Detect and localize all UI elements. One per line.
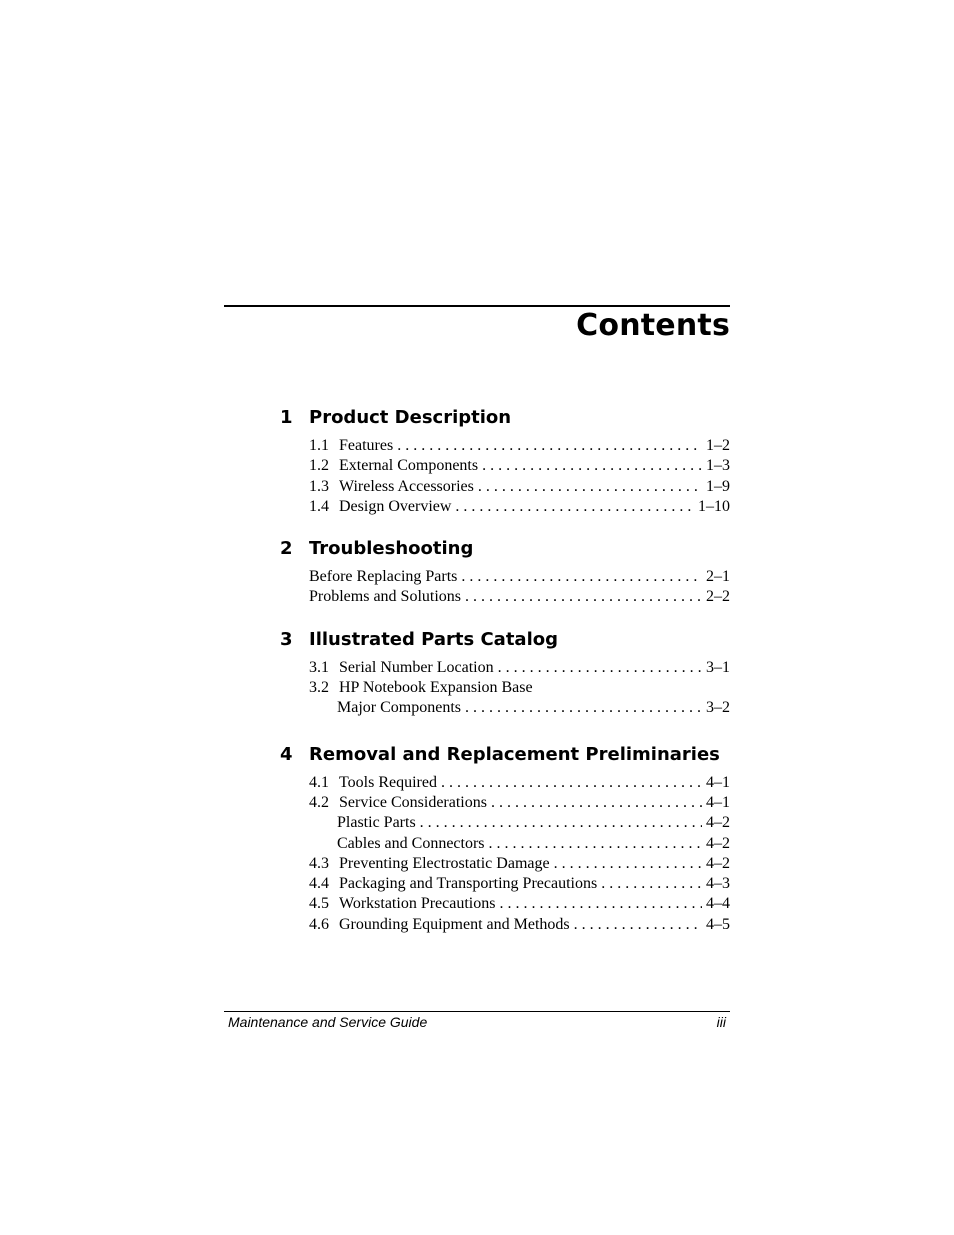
toc-entry[interactable] <box>309 567 730 587</box>
chapter-2 <box>280 535 730 608</box>
entry-number: 4.4 <box>309 875 329 893</box>
toc-entry[interactable] <box>309 497 730 517</box>
toc-entry[interactable] <box>309 915 730 935</box>
entry-list <box>280 436 730 517</box>
footer-guide-title: Maintenance and Service Guide <box>228 1014 428 1030</box>
table-of-contents <box>280 404 730 935</box>
toc-entry[interactable] <box>309 456 730 476</box>
toc-entry[interactable] <box>309 477 730 497</box>
entry-page: 2–1 <box>706 568 730 586</box>
dot-leader <box>441 773 702 793</box>
entry-number: 3.1 <box>309 658 329 676</box>
entry-title: External Components <box>339 457 479 475</box>
toc-entry[interactable] <box>309 793 730 813</box>
page-title: Contents <box>576 308 730 343</box>
dot-leader <box>554 854 702 874</box>
chapter-heading[interactable] <box>280 404 730 432</box>
entry-page: 3–1 <box>706 658 730 676</box>
dot-leader <box>491 793 702 813</box>
toc-entry[interactable] <box>309 587 730 607</box>
entry-title: Serial Number Location <box>339 658 494 676</box>
dot-leader <box>461 567 702 587</box>
entry-title: Packaging and Transporting Precautions <box>339 875 598 893</box>
entry-title: Wireless Accessories <box>339 477 474 495</box>
dot-leader <box>499 894 702 914</box>
entry-page: 4–2 <box>706 814 730 832</box>
chapter-3 <box>280 626 730 719</box>
entry-list <box>280 658 730 719</box>
entry-number: 1.4 <box>309 497 329 515</box>
entry-page: 1–2 <box>706 437 730 454</box>
entry-title: Grounding Equipment and Methods <box>339 915 570 933</box>
dot-leader <box>465 698 702 718</box>
toc-entry[interactable] <box>309 698 730 718</box>
footer-page-number: iii <box>716 1014 726 1030</box>
chapter-title: Illustrated Parts Catalog <box>309 628 559 650</box>
toc-entry[interactable] <box>309 773 730 793</box>
chapter-number: 4 <box>280 743 293 765</box>
entry-title: Major Components <box>337 699 461 717</box>
chapter-title: Troubleshooting <box>309 538 474 560</box>
chapter-title: Product Description <box>309 407 512 428</box>
entry-title: Tools Required <box>339 773 437 791</box>
entry-list <box>280 773 730 935</box>
entry-page: 4–4 <box>706 895 730 913</box>
entry-title: Features <box>339 437 394 454</box>
chapter-title: Removal and Replacement Preliminaries <box>309 743 720 765</box>
entry-page: 4–1 <box>706 793 730 811</box>
entry-number: 1.2 <box>309 457 329 475</box>
dot-leader <box>420 813 702 833</box>
dot-leader <box>482 456 702 476</box>
dot-leader <box>465 587 702 607</box>
entry-number: 4.6 <box>309 915 329 933</box>
entry-number: 4.5 <box>309 895 329 913</box>
entry-title: Workstation Precautions <box>339 895 496 913</box>
toc-entry[interactable] <box>309 854 730 874</box>
chapter-number: 2 <box>280 538 293 560</box>
entry-number: 1.3 <box>309 477 329 495</box>
entry-page: 1–9 <box>706 477 730 495</box>
entry-page: 4–3 <box>706 875 730 893</box>
entry-page: 1–3 <box>706 457 730 475</box>
chapter-heading[interactable] <box>280 741 730 769</box>
dot-leader <box>601 874 702 894</box>
toc-entry[interactable] <box>309 813 730 833</box>
entry-page: 4–2 <box>706 854 730 872</box>
entry-title: Plastic Parts <box>337 814 416 832</box>
chapter-4 <box>280 741 730 935</box>
entry-page: 4–1 <box>706 773 730 791</box>
dot-leader <box>574 915 702 935</box>
toc-entry[interactable] <box>309 874 730 894</box>
entry-number: 4.2 <box>309 793 329 811</box>
entry-page: 4–2 <box>706 834 730 852</box>
dot-leader <box>478 477 702 497</box>
footer-rule <box>224 1011 730 1012</box>
dot-leader <box>455 497 694 517</box>
chapter-number: 1 <box>280 407 293 428</box>
entry-number: 4.1 <box>309 773 329 791</box>
entry-page: 1–10 <box>698 497 730 515</box>
entry-list <box>280 567 730 608</box>
dot-leader <box>489 834 702 854</box>
entry-number: 1.1 <box>309 437 329 454</box>
entry-title: Cables and Connectors <box>337 834 485 852</box>
chapter-heading[interactable] <box>280 535 730 563</box>
toc-entry[interactable] <box>309 678 730 698</box>
chapter-1 <box>280 404 730 517</box>
entry-title: Problems and Solutions <box>309 588 462 606</box>
dot-leader <box>397 436 702 456</box>
entry-number: 4.3 <box>309 854 329 872</box>
entry-page: 3–2 <box>706 699 730 717</box>
toc-entry[interactable] <box>309 834 730 854</box>
entry-page: 2–2 <box>706 588 730 606</box>
page-footer <box>228 1013 726 1031</box>
chapter-number: 3 <box>280 628 293 650</box>
entry-title: HP Notebook Expansion Base <box>339 679 533 697</box>
entry-title: Design Overview <box>339 497 452 515</box>
entry-title: Service Considerations <box>339 793 487 811</box>
chapter-heading[interactable] <box>280 626 730 654</box>
entry-title: Before Replacing Parts <box>309 568 458 586</box>
entry-page: 4–5 <box>706 915 730 933</box>
entry-number: 3.2 <box>309 679 329 697</box>
dot-leader <box>498 658 702 678</box>
title-rule <box>224 305 730 307</box>
toc-entry[interactable] <box>309 436 730 456</box>
toc-entry[interactable] <box>309 658 730 678</box>
entry-title: Preventing Electrostatic Damage <box>339 854 550 872</box>
toc-entry[interactable] <box>309 894 730 914</box>
